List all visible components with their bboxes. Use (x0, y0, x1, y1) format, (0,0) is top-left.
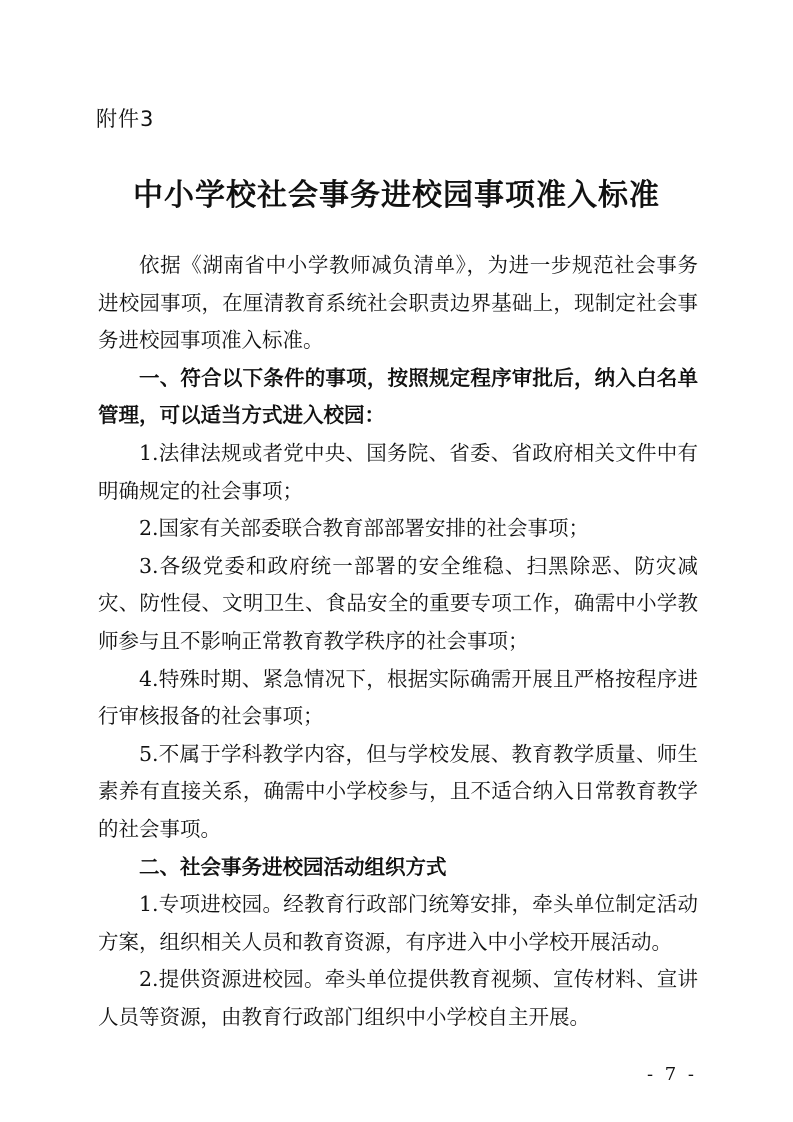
list-item-1-3: 3.各级党委和政府统一部署的安全维稳、扫黑除恶、防灾减灾、防性侵、文明卫生、食品安全的重要专项工作，确需中小学教师参与且不影响正常教育教学秩序的社会事项； (98, 553, 698, 653)
list-item-1-2: 2.国家有关部委联合教育部部署安排的社会事项； (139, 516, 590, 541)
document-body (98, 247, 698, 1036)
document-title: 中小学校社会事务进校园事项准入标准 (133, 178, 660, 213)
section-heading-1: 一、符合以下条件的事项，按照规定程序审批后，纳入白名单管理，可以适当方式进入校园： (98, 365, 698, 428)
intro-paragraph: 依据《湖南省中小学教师减负清单》，为进一步规范社会事务进校园事项，在厘清教育系统社会职责边界基础上，现制定社会事务进校园事项准入标准。 (98, 253, 698, 353)
list-item-1-5: 5.不属于学科教学内容，但与学校发展、教育教学质量、师生素养有直接关系，确需中小学校参与，且不适合纳入日常教育教学的社会事项。 (98, 741, 698, 841)
list-item-1-1: 1.法律法规或者党中央、国务院、省委、省政府相关文件中有明确规定的社会事项； (98, 440, 698, 503)
section-heading-2: 二、社会事务进校园活动组织方式 (139, 854, 447, 879)
list-item-1-4: 4.特殊时期、紧急情况下，根据实际确需开展且严格按程序进行审核报备的社会事项； (98, 666, 698, 729)
page-number: - 7 - (646, 1064, 697, 1085)
list-item-2-2: 2.提供资源进校园。牵头单位提供教育视频、宣传材料、宣讲人员等资源，由教育行政部门组织中小学校自主开展。 (98, 967, 698, 1029)
list-item-2-1: 1.专项进校园。经教育行政部门统筹安排，牵头单位制定活动方案，组织相关人员和教育资源，有序进入中小学校开展活动。 (98, 892, 698, 954)
attachment-label: 附件3 (96, 107, 155, 131)
